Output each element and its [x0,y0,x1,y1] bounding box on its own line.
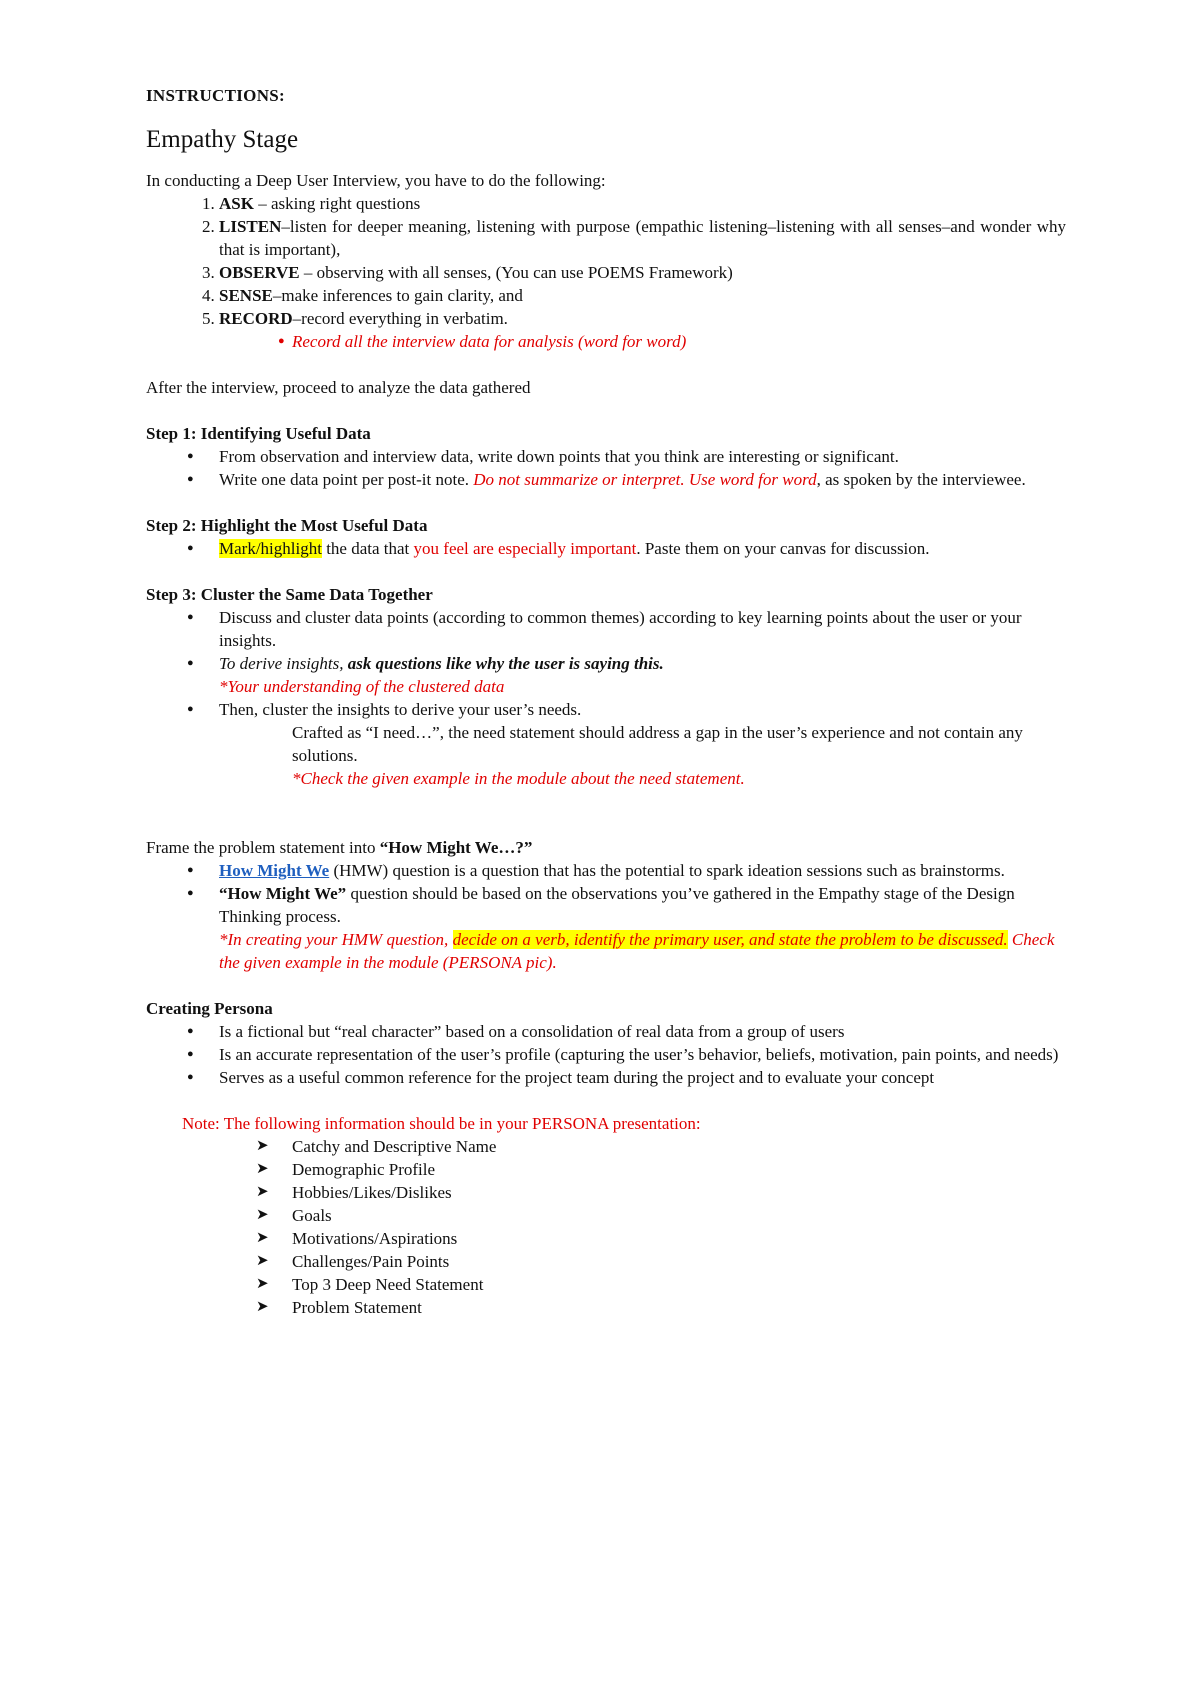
persona-bullet-1: ● Is a fictional but “real character” based on a consolidation of real data from a group of users [219,1020,1066,1043]
step1-bullet-2: ● Write one data point per post-it note. Do not summarize or interpret. Use word for word, as spoken by the interviewee. [219,468,1066,491]
persona-item: ➤ Challenges/Pain Points [256,1252,450,1271]
arrow-bullet-icon: ➤ [256,1276,269,1292]
record-note: ● Record all the interview data for analysis (word for word) [292,330,1066,353]
step-record: 5. RECORD–record everything in verbatim. [219,307,1066,330]
persona-title: Creating Persona [146,999,273,1018]
stage-title: Empathy Stage [146,126,299,153]
step1-list [146,445,1066,491]
record-note-list [146,330,1066,353]
hmw-frame-text: Frame the problem statement into “How Might We…?” [146,838,533,857]
persona-item: ➤ Problem Statement [256,1298,422,1317]
persona-item: ➤ Top 3 Deep Need Statement [256,1275,484,1294]
how-might-we-link[interactable]: How Might We [219,861,330,880]
step3-bullet-1: ● Discuss and cluster data points (according to common themes) according to key learning points about the user or your insights. [219,606,1066,652]
step3-title: Step 3: Cluster the Same Data Together [146,585,433,604]
step2-bullet-1: ● Mark/highlight the data that you feel are especially important. Paste them on your canvas for discussion. [219,537,1066,560]
instructions-heading: INSTRUCTIONS: [146,86,285,105]
interview-steps-list [146,192,1066,330]
arrow-bullet-icon: ➤ [256,1161,269,1177]
arrow-bullet-icon: ➤ [256,1230,269,1246]
persona-item: ➤ Demographic Profile [256,1160,436,1179]
persona-item: ➤ Motivations/Aspirations [256,1229,458,1248]
step-observe: 3. OBSERVE – observing with all senses, (You can use POEMS Framework) [219,261,1066,284]
step-ask: 1. ASK – asking right questions [219,192,1066,215]
hmw-bullet-2: ● “How Might We” question should be based on the observations you’ve gathered in the Empathy stage of the Design Thinking process. *In creating your HMW question, decide on a verb, identify the primary user, and state the problem to be discussed. Check the given example in the module (PERSONA pic). [219,882,1066,974]
arrow-bullet-icon: ➤ [256,1138,269,1154]
hmw-list [146,859,1066,974]
arrow-bullet-icon: ➤ [256,1184,269,1200]
step-listen: 2. LISTEN–listen for deeper meaning, listening with purpose (empathic listening–listening with all senses–and wonder why that is important), [219,215,1066,261]
arrow-bullet-icon: ➤ [256,1207,269,1223]
step3-bullet-3: ● Then, cluster the insights to derive your user’s needs. [219,698,1066,721]
need-statement-text: Crafted as “I need…”, the need statement should address a gap in the user’s experience and not contain any solutions. [292,723,1023,765]
arrow-bullet-icon: ➤ [256,1299,269,1315]
step1-bullet-1: ● From observation and interview data, write down points that you think are interesting or significant. [219,445,1066,468]
persona-bullet-3: ● Serves as a useful common reference for the project team during the project and to evaluate your concept [219,1066,1066,1089]
arrow-bullet-icon: ➤ [256,1253,269,1269]
persona-list [146,1020,1066,1089]
step1-title: Step 1: Identifying Useful Data [146,424,371,443]
need-statement-check: *Check the given example in the module about the need statement. [292,769,745,788]
step-sense: 4. SENSE–make inferences to gain clarity, and [219,284,1066,307]
intro-text: In conducting a Deep User Interview, you have to do the following: [146,171,606,190]
document-body [146,84,1066,1319]
after-interview-text: After the interview, proceed to analyze the data gathered [146,378,531,397]
step3-bullet-2: ● To derive insights, ask questions like why the user is saying this. *Your understanding of the clustered data [219,652,1066,698]
clustered-data-note: *Your understanding of the clustered data [219,677,505,696]
hmw-bullet-1: ● How Might We (HMW) question is a question that has the potential to spark ideation sessions such as brainstorms. [219,859,1066,882]
step3-list [146,606,1066,721]
persona-note: Note: The following information should be in your PERSONA presentation: [182,1114,701,1133]
hmw-note: *In creating your HMW question, decide on a verb, identify the primary user, and state the problem to be discussed. Check the given example in the module (PERSONA pic). [219,930,1055,972]
persona-bullet-2: ● Is an accurate representation of the user’s profile (capturing the user’s behavior, beliefs, motivation, pain points, and needs) [219,1043,1066,1066]
persona-item: ➤ Goals [256,1206,332,1225]
persona-item: ➤ Hobbies/Likes/Dislikes [256,1183,452,1202]
persona-item: ➤ Catchy and Descriptive Name [256,1137,497,1156]
persona-items-list [146,1135,1066,1319]
step2-list [146,537,1066,560]
step2-title: Step 2: Highlight the Most Useful Data [146,516,428,535]
